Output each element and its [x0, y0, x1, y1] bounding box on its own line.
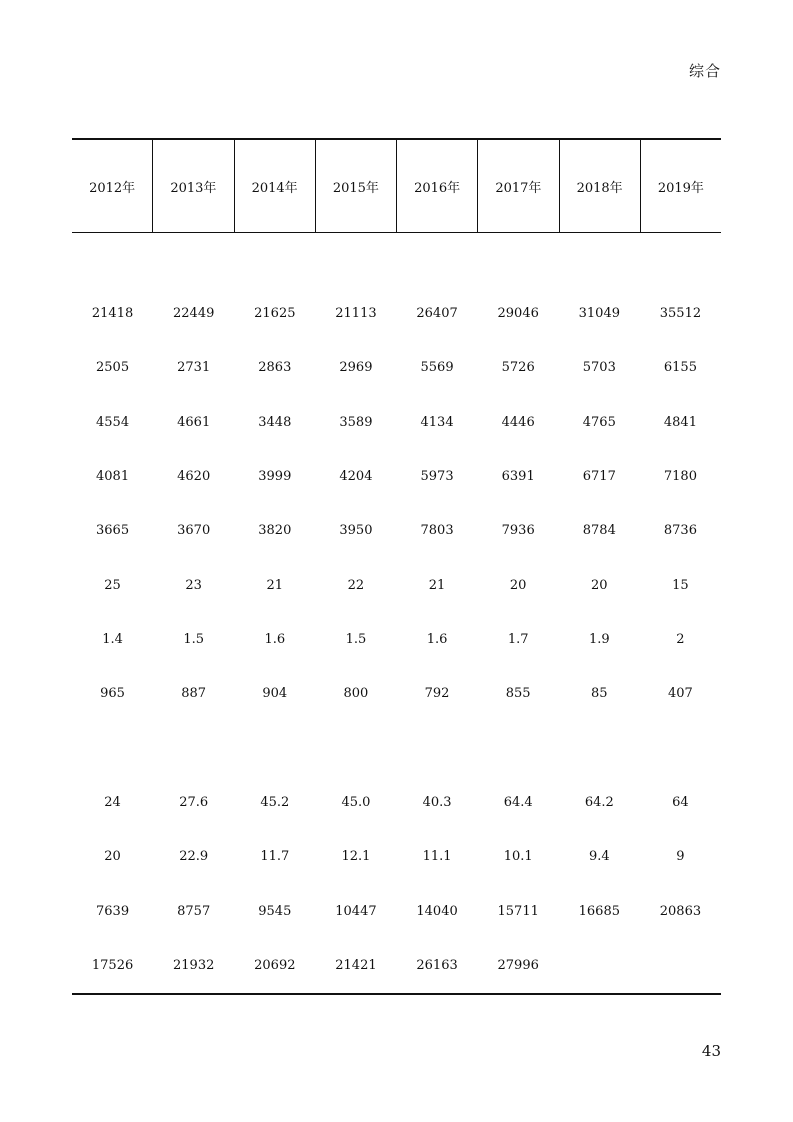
section-label: 综合: [688, 62, 721, 80]
table-cell: 15711: [497, 904, 539, 919]
table-cell: 4765: [582, 415, 616, 430]
table-row: [72, 793, 721, 813]
table-cell: 2: [676, 632, 685, 647]
table-cell: 407: [668, 686, 693, 701]
table-cell: 5703: [582, 360, 616, 375]
header-cell-2012: 2012年: [72, 140, 153, 232]
table-cell: 21: [266, 578, 284, 593]
table-cell: 2969: [339, 360, 373, 375]
table-cell: 2731: [177, 360, 211, 375]
table-cell: 4081: [96, 469, 130, 484]
table-bottom-rule: [72, 993, 721, 995]
table-cell: 22.9: [179, 849, 209, 864]
page-number: 43: [701, 1042, 721, 1060]
table-cell: 21625: [254, 306, 296, 321]
table-cell: 2863: [258, 360, 292, 375]
table-cell: 17526: [91, 958, 134, 973]
header-cell-2017: 2017年: [478, 140, 559, 232]
table-cell: 4554: [96, 415, 130, 430]
table-cell: 85: [591, 686, 608, 701]
table-cell: 21421: [335, 958, 377, 973]
table-cell: 3665: [96, 523, 130, 538]
table-row: [72, 521, 721, 541]
table-cell: 792: [424, 686, 450, 701]
table-cell: 64: [672, 795, 689, 810]
table-cell: 21932: [173, 958, 215, 973]
header-cell-2013: 2013年: [153, 140, 234, 232]
header-cell-2016: 2016年: [397, 140, 478, 232]
data-table: [72, 138, 721, 995]
header-cell-2018: 2018年: [560, 140, 641, 232]
table-cell: 6391: [501, 469, 535, 484]
table-row: [72, 304, 721, 324]
table-cell: 4204: [339, 469, 373, 484]
table-cell: 4446: [501, 415, 535, 430]
table-cell: 4841: [663, 415, 697, 430]
table-row: [72, 576, 721, 596]
table-cell: 23: [185, 578, 202, 593]
table-cell: 25: [104, 578, 121, 593]
table-cell: 24: [104, 795, 121, 810]
table-cell: 31049: [578, 306, 620, 321]
header-cell-2019: 2019年: [657, 180, 704, 196]
table-cell: 7180: [663, 469, 697, 484]
table-cell: 10.1: [503, 849, 533, 864]
table-cell: 27.6: [179, 795, 209, 810]
table-cell: 1.7: [507, 632, 529, 647]
table-cell: 20863: [659, 904, 702, 919]
table-cell: 15: [672, 578, 689, 593]
table-cell: 5973: [420, 469, 454, 484]
table-cell: 5569: [420, 360, 454, 375]
table-cell: 3589: [339, 415, 373, 430]
table-cell: 1.5: [183, 632, 205, 647]
table-cell: 8784: [582, 523, 616, 538]
table-cell: 22449: [173, 306, 215, 321]
table-cell: 6155: [663, 360, 697, 375]
table-cell: 4134: [420, 415, 454, 430]
table-cell: 1.6: [264, 632, 286, 647]
table-cell: 64.2: [584, 795, 614, 810]
table-cell: 3448: [258, 415, 292, 430]
table-cell: 3820: [258, 523, 292, 538]
table-row: [72, 956, 721, 976]
table-cell: 9545: [258, 904, 292, 919]
table-cell: 12.1: [341, 849, 371, 864]
table-cell: 40.3: [422, 795, 452, 810]
table-cell: 7936: [501, 523, 535, 538]
table-cell: 35512: [659, 306, 702, 321]
table-row: [72, 902, 721, 922]
table-cell: 7803: [420, 523, 454, 538]
table-cell: 11.1: [422, 849, 452, 864]
table-cell: 9: [676, 849, 685, 864]
table-cell: 887: [181, 686, 207, 701]
table-cell: 6717: [582, 469, 616, 484]
table-cell: 26407: [416, 306, 458, 321]
table-cell: 29046: [497, 306, 539, 321]
table-cell: 45.2: [260, 795, 290, 810]
table-cell: 20692: [254, 958, 296, 973]
table-row: [72, 413, 721, 433]
table-cell: 20: [591, 578, 608, 593]
table-cell: 8736: [663, 523, 697, 538]
table-row: [72, 630, 721, 650]
table-cell: 20: [104, 849, 121, 864]
table-cell: 45.0: [341, 795, 371, 810]
table-cell: 4661: [177, 415, 211, 430]
table-row: [72, 684, 721, 704]
table-cell: 2505: [96, 360, 130, 375]
table-cell: 1.6: [426, 632, 448, 647]
table-cell: 9.4: [588, 849, 610, 864]
table-cell: 20: [509, 578, 527, 593]
table-cell: 26163: [416, 958, 458, 973]
table-cell: 14040: [416, 904, 458, 919]
table-cell: 5726: [501, 360, 535, 375]
table-cell: 904: [262, 686, 288, 701]
table-row: [72, 358, 721, 378]
table-cell: 22: [347, 578, 365, 593]
table-cell: 1.5: [345, 632, 367, 647]
table-cell: 3950: [339, 523, 373, 538]
table-cell: 21113: [335, 306, 377, 321]
table-cell: 11.7: [260, 849, 290, 864]
table-cell: 3999: [258, 469, 292, 484]
table-header-row: [72, 140, 721, 233]
table-cell: 1.9: [588, 632, 610, 647]
table-cell: 8757: [177, 904, 211, 919]
header-cell-2015: 2015年: [316, 140, 397, 232]
table-cell: 10447: [335, 904, 377, 919]
table-cell: 7639: [96, 904, 130, 919]
table-cell: 3670: [177, 523, 211, 538]
table-cell: 965: [100, 686, 125, 701]
table-cell: 4620: [177, 469, 211, 484]
table-body: [72, 233, 721, 993]
header-cell-2014: 2014年: [235, 140, 316, 232]
table-cell: 1.4: [102, 632, 123, 647]
table-cell: 855: [505, 686, 531, 701]
table-cell: 16685: [578, 904, 620, 919]
table-cell: 800: [343, 686, 369, 701]
table-cell: 64.4: [503, 795, 533, 810]
table-row: [72, 847, 721, 867]
table-cell: 21: [428, 578, 446, 593]
table-row: [72, 467, 721, 487]
table-cell: 21418: [91, 306, 134, 321]
table-cell: 27996: [497, 958, 539, 973]
